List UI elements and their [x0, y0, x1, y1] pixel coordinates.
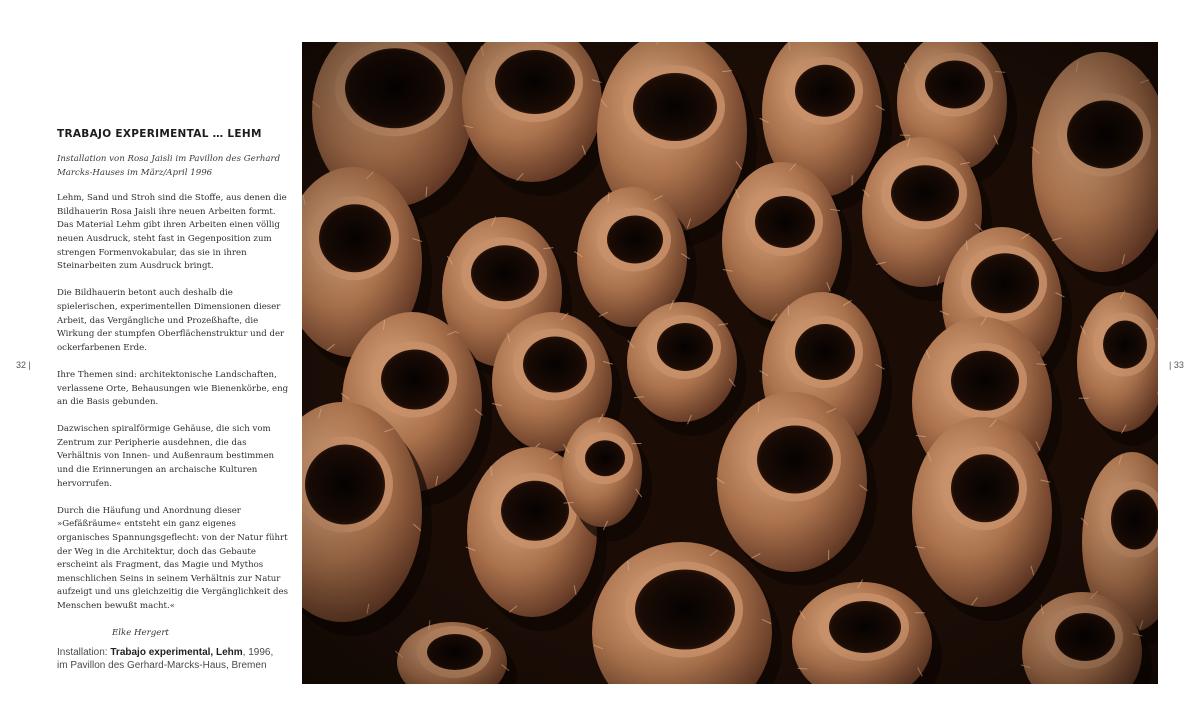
caption-year: , 1996, [242, 647, 274, 658]
page-number-left: 32 | [16, 360, 31, 370]
photo-caption [57, 646, 297, 672]
paragraph-5: Durch die Häufung und Anordnung dieser »Gefäßräume« entsteht ein ganz eigenes organisches Spannungsgeflecht: von der Natur führt der Weg in die Architektur, doch das Gebaute erscheint als Fragment, das Magie und Mythos menschlichen Seins in seinem Verhältnis zur Natur aufzeigt und uns gleichzeitig die Vergänglichkeit des Menschen bewußt macht.« [57, 505, 289, 611]
article-text-column [57, 128, 289, 641]
page-number-right: | 33 [1169, 360, 1184, 370]
paragraph-4: Dazwischen spiralförmige Gehäuse, die sich vom Zentrum zur Peripherie ausdehnen, die das Verhältnis von Innen- und Außenraum bestimmen und die Erinnerungen an archaische Kulturen hervorrufen. [57, 424, 275, 489]
caption-location: im Pavillon des Gerhard-Marcks-Haus, Bremen [57, 660, 267, 671]
article-heading: TRABAJO EXPERIMENTAL … LEHM [57, 128, 262, 140]
clay-vessels-illustration [302, 42, 1158, 684]
article-subtitle: Installation von Rosa Jaisli im Pavillon des Gerhard Marcks-Hauses im März/April 1996 [57, 154, 281, 178]
caption-title: Trabajo experimental, Lehm [110, 647, 243, 658]
paragraph-3: Ihre Themen sind: architektonische Landschaften, verlassene Orte, Behausungen wie Bienenkörbe, eng an die Basis gebunden. [57, 369, 289, 408]
paragraph-1: Lehm, Sand und Stroh sind die Stoffe, aus denen die Bildhauerin Rosa Jaisli ihre neuen Arbeiten formt. Das Material Lehm gibt ihren Arbeiten einen völlig neuen Ausdruck, steht fast in Gegenposition zum strengen Formenvokabular, das sie in ihren Steinarbeiten zum Ausdruck bringt. [57, 193, 287, 272]
paragraph-2: Die Bildhauerin betont auch deshalb die spielerischen, experimentellen Dimensionen dieser Arbeit, das Vergängliche und Prozeßhafte, die Wirkung der stumpfen Oberflächenstruktur und der ockerfarbenen Erde. [57, 288, 285, 353]
author-name: Elke Hergert [112, 628, 169, 639]
caption-prefix: Installation: [57, 647, 111, 658]
installation-photo [302, 42, 1158, 684]
